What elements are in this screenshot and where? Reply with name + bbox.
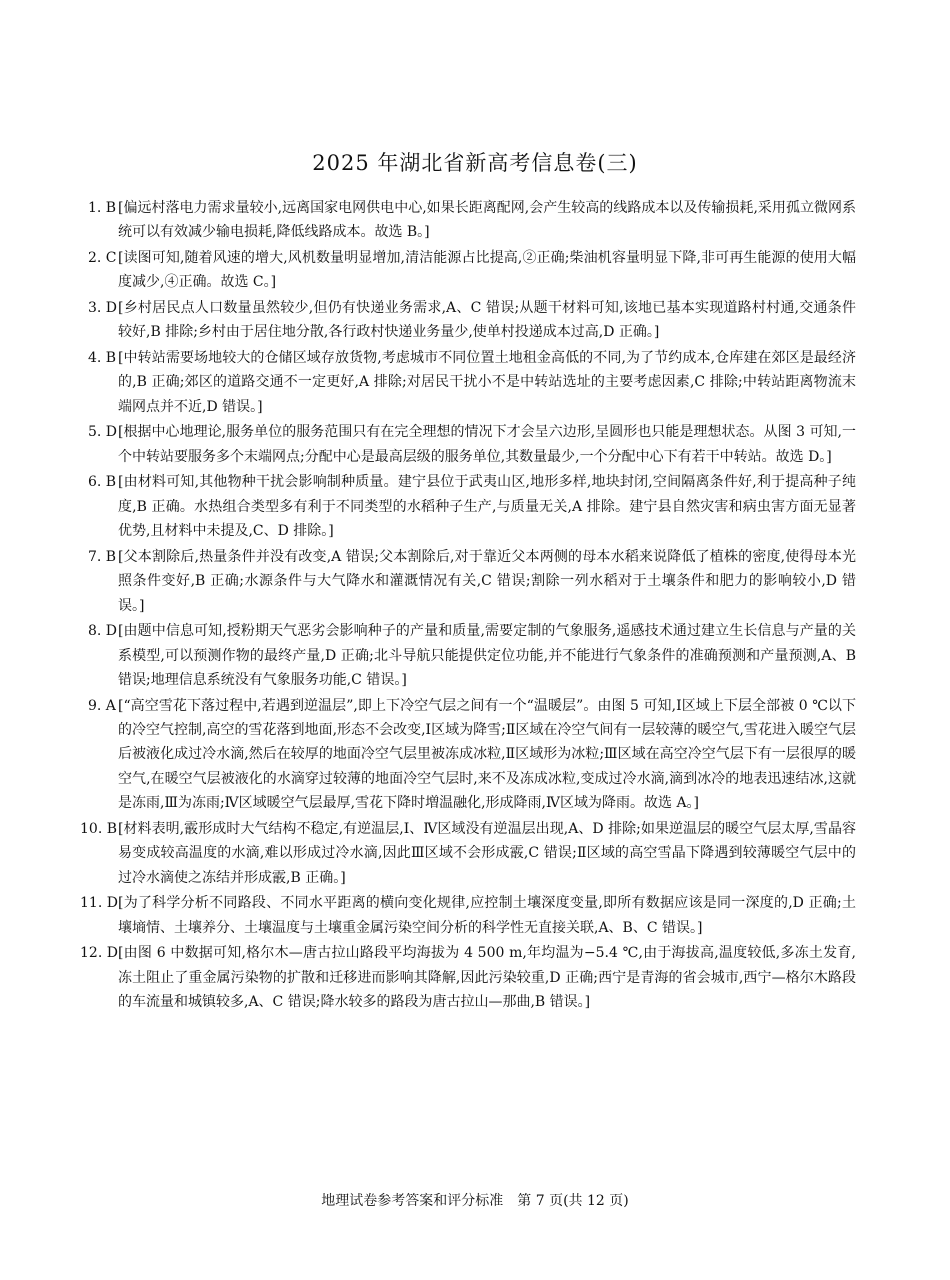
answer-number: 10. B	[80, 820, 118, 837]
answer-explanation: [根据中心地理论,服务单位的服务范围只有在完全理想的情况下才会呈六边形,呈圆形也只能是理想状态。从图 3 可知,一个中转站要服务多个末端网点;分配中心是最高层级的服务单位,其数量最少,一个分配中心下有若干中转站。故选 D。]	[118, 424, 856, 465]
answer-number: 2. C	[88, 250, 117, 266]
answer-number: 3. D	[88, 300, 118, 316]
list-item	[88, 470, 856, 543]
answer-list	[80, 196, 856, 1016]
answer-explanation: [中转站需要场地较大的仓储区域存放货物,考虑城市不同位置土地租金高低的不同,为了节约成本,仓库建在郊区是最经济的,B 正确;郊区的道路交通不一定更好,A 排除;对居民干扰小不是中转站选址的主要考虑因素,C 排除;中转站距离物流末端网点并不近,D 错误。]	[118, 350, 856, 415]
answer-number: 12. D	[80, 945, 118, 962]
answer-explanation: [材料表明,霰形成时大气结构不稳定,有逆温层,Ⅰ、Ⅳ区域没有逆温层出现,A、D 排除;如果逆温层的暖空气层太厚,雪晶容易变成较高温度的水滴,难以形成过冷水滴,因此Ⅲ区域不会形成霰,C 错误;Ⅱ区域的高空雪晶下降遇到较薄暖空气层中的过冷水滴使之冻结并形成霰,B 正确。]	[118, 820, 856, 886]
answer-explanation: [“高空雪花下落过程中,若遇到逆温层”,即上下冷空气层之间有一个“温暖层”。由图 5 可知,Ⅰ区域上下层全部被 0 ℃以下的冷空气控制,高空的雪花落到地面,形态不会改变,Ⅰ区域为降雪;Ⅱ区域在冷空气间有一层较薄的暖空气,雪花进入暖空气层后被液化成过冷水滴,然后在较厚的地面冷空气层里被冻成冰粒,Ⅱ区域形为冰粒;Ⅲ区域在高空冷空气层下有一层很厚的暖空气,在暖空气层被液化的水滴穿过较薄的地面冷空气层时,来不及冻成冰粒,变成过冷水滴,滴到冰冷的地表迅速结冰,这就是冻雨,Ⅲ为冻雨;Ⅳ区域暖空气层最厚,雪花下降时増温融化,形成降雨,Ⅳ区域为降雨。故选 A。]	[118, 697, 856, 812]
answer-number: 4. B	[88, 350, 117, 366]
answer-number: 5. D	[88, 424, 118, 441]
list-item	[88, 694, 856, 816]
answer-explanation: [父本割除后,热量条件并没有改变,A 错误;父本割除后,对于靠近父本两侧的母本水稻来说降低了植株的密度,使得母本光照条件变好,B 正确;水源条件与大气降水和灌溉情况有关,C 错误;割除一列水稻对于土壤条件和肥力的影响较小,D 错误。]	[118, 548, 856, 614]
page-title: 2025 年湖北省新高考信息卷(三)	[312, 151, 638, 175]
answer-number: 8. D	[88, 623, 118, 640]
answer-number: 7. B	[88, 548, 117, 565]
list-item	[80, 941, 856, 1014]
list-item	[88, 420, 856, 469]
list-item	[88, 346, 856, 419]
list-item	[80, 817, 856, 890]
list-item	[88, 619, 856, 692]
answer-explanation: [由题中信息可知,授粉期天气恶劣会影响种子的产量和质量,需要定制的气象服务,遥感技术通过建立生长信息与产量的关系模型,可以预测作物的最终产量,D 正确;北斗导航只能提供定位功能,并不能进行气象条件的准确预测和产量预测,A、B 错误;地理信息系统没有气象服务功能,C 错误。]	[118, 623, 856, 689]
answer-number: 9. A	[88, 697, 116, 714]
answer-number: 11. D	[80, 895, 118, 912]
answer-number: 1. B	[88, 200, 117, 216]
page-footer: 地理试卷参考答案和评分标准 第 7 页(共 12 页)	[321, 1193, 629, 1209]
answer-explanation: [读图可知,随着风速的增大,风机数量明显增加,清洁能源占比提高,②正确;柴油机容量明显下降,非可再生能源的使用大幅度减少,④正确。故选 C。]	[118, 250, 856, 291]
answer-explanation: [乡村居民点人口数量虽然较少,但仍有快递业务需求,A、C 错误;从题干材料可知,该地已基本实现道路村村通,交通条件较好,B 排除;乡村由于居住地分散,各行政村快递业务量少,使单村投递成本过高,D 正确。]	[118, 300, 856, 341]
list-item	[80, 891, 856, 940]
list-item	[88, 296, 856, 345]
list-item	[88, 246, 856, 295]
list-item	[88, 545, 856, 618]
answer-explanation: [偏远村落电力需求量较小,远离国家电网供电中心,如果长距离配网,会产生较高的线路成本以及传输损耗,采用孤立微网系统可以有效减少输电损耗,降低线路成本。故选 B。]	[118, 200, 856, 241]
list-item	[88, 196, 856, 245]
answer-explanation: [由图 6 中数据可知,格尔木—唐古拉山路段平均海拔为 4 500 m,年均温为−5.4 ℃,由于海拔高,温度较低,多冻土发育,冻土阻止了重金属污染物的扩散和迁移进而影响其降解,因此污染较重,D 正确;西宁是青海的省会城市,西宁—格尔木路段的车流量和城镇较多,A、C 错误;降水较多的路段为唐古拉山—那曲,B 错误。]	[118, 945, 856, 1011]
answer-explanation: [由材料可知,其他物种干扰会影响制种质量。建宁县位于武夷山区,地形多样,地块封闭,空间隔离条件好,利于提高种子纯度,B 正确。水热组合类型多有利于不同类型的水稻种子生产,与质量无关,A 排除。建宁县自然灾害和病虫害方面无显著优势,且材料中未提及,C、D 排除。]	[118, 474, 856, 540]
answer-explanation: [为了科学分析不同路段、不同水平距离的横向变化规律,应控制土壤深度变量,即所有数据应该是同一深度的,D 正确;土壤墒情、土壤养分、土壤温度与土壤重金属污染空间分析的科学性无直接关联,A、B、C 错误。]	[118, 895, 856, 936]
answer-number: 6. B	[88, 474, 117, 491]
